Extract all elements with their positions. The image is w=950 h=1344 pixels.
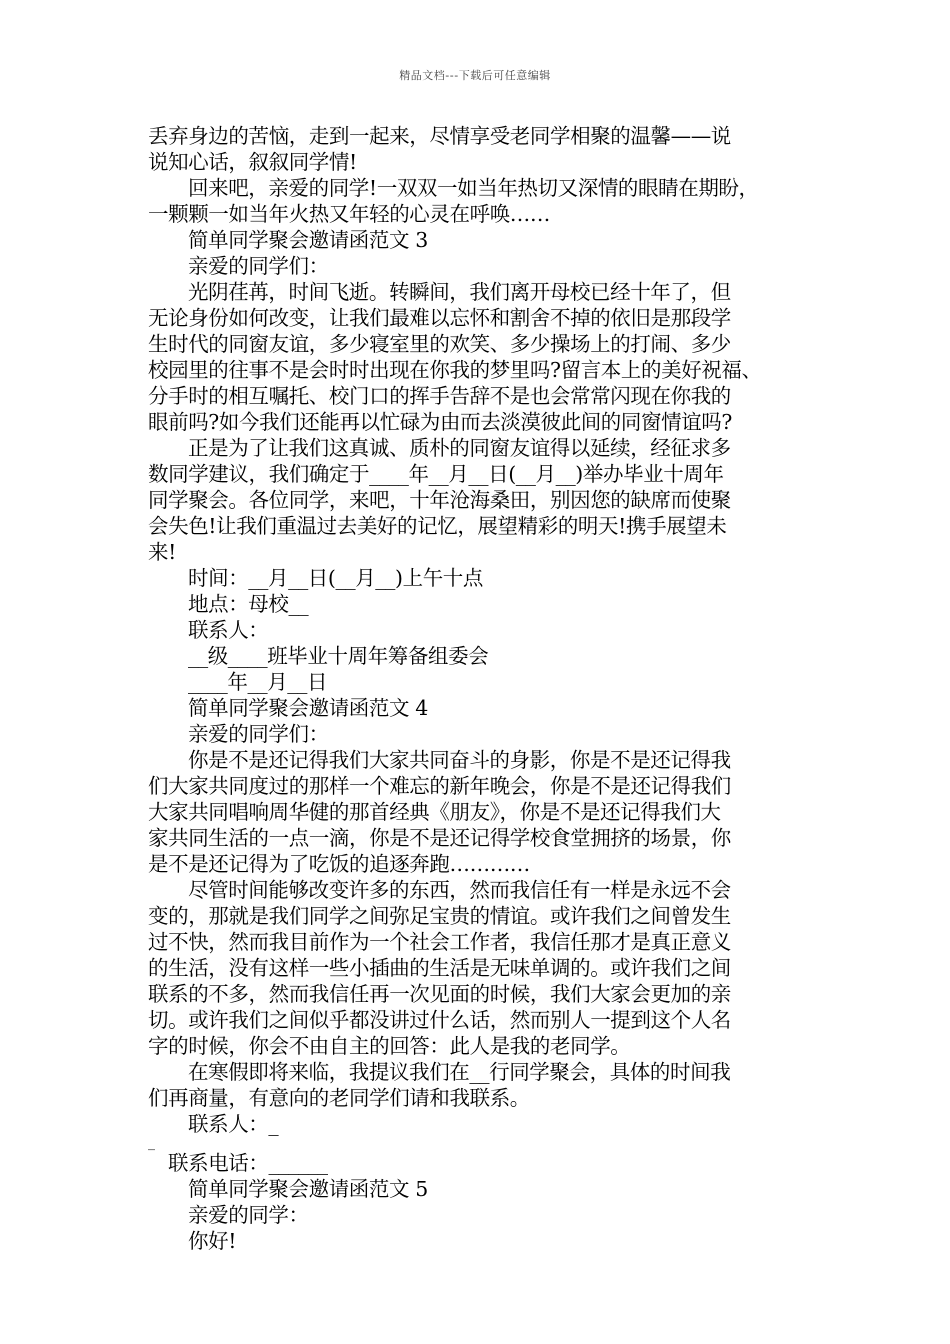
section-heading: 简单同学聚会邀请函范文 3 <box>188 228 428 252</box>
salutation: 亲爱的同学们： <box>188 254 329 278</box>
text-line: 大家共同唱响周华健的那首经典《朋友》，你是不是还记得我们大 <box>148 800 721 824</box>
text-line: 变的，那就是我们同学之间弥足宝贵的情谊。或许我们之间曾发生 <box>148 904 731 928</box>
text-line: 过不快，然而我目前作为一个社会工作者，我信任那才是真正意义 <box>148 930 731 954</box>
contact-person: 联系人：_ <box>188 1112 279 1136</box>
text-line: 眼前吗?如今我们还能再以忙碌为由而去淡漠彼此间的同窗情谊吗? <box>148 410 732 434</box>
text-line: 同学聚会。各位同学，来吧，十年沧海桑田，别因您的缺席而使聚 <box>148 488 731 512</box>
text-line: 生时代的同窗友谊，多少寝室里的欢笑、多少操场上的打闹、多少 <box>148 332 731 356</box>
text-line: 光阴荏苒，时间飞逝。转瞬间，我们离开母校已经十年了，但 <box>188 280 731 304</box>
text-line: 家共同生活的一点一滴，你是不是还记得学校食堂拥挤的场景，你 <box>148 826 731 850</box>
date-line: ____年__月__日 <box>188 670 328 694</box>
text-line: 是不是还记得为了吃饭的追逐奔跑………… <box>148 852 530 876</box>
text-line: 们大家共同度过的那样一个难忘的新年晚会，你是不是还记得我们 <box>148 774 731 798</box>
event-time: 时间：__月__日(__月__)上午十点 <box>188 566 483 590</box>
text-line: 的生活，没有这样一些小插曲的生活是无味单调的。或许我们之间 <box>148 956 731 980</box>
text-line: 联系的不多，然而我信任再一次见面的时候，我们大家会更加的亲 <box>148 982 731 1006</box>
text-line: 一颗颗一如当年火热又年轻的心灵在呼唤…… <box>148 202 550 226</box>
document-body <box>148 123 808 1254</box>
text-line: 会失色!让我们重温过去美好的记忆，展望精彩的明天!携手展望未 <box>148 514 727 538</box>
contact-phone: 联系电话：______ <box>168 1151 328 1175</box>
text-line: _ <box>148 1135 155 1151</box>
salutation: 亲爱的同学们： <box>188 722 329 746</box>
text-line: 在寒假即将来临，我提议我们在__行同学聚会，具体的时间我 <box>188 1060 731 1084</box>
text-line: 字的时候，你会不由自主的回答：此人是我的老同学。 <box>148 1034 631 1058</box>
organizer: __级____班毕业十周年筹备组委会 <box>188 644 489 668</box>
section-heading: 简单同学聚会邀请函范文 4 <box>188 696 428 720</box>
text-line: 们再商量，有意向的老同学们请和我联系。 <box>148 1086 530 1110</box>
event-location: 地点：母校__ <box>188 592 309 616</box>
text-line: 无论身份如何改变，让我们最难以忘怀和割舍不掉的依旧是那段学 <box>148 306 731 330</box>
contact-person: 联系人： <box>188 618 269 642</box>
page-header: 精品文档---下载后可任意编辑 <box>399 69 551 82</box>
text-line: 尽管时间能够改变许多的东西，然而我信任有一样是永远不会 <box>188 878 731 902</box>
text-line: 分手时的相互嘱托、校门口的挥手告辞不是也会常常闪现在你我的 <box>148 384 731 408</box>
text-line: 数同学建议，我们确定于____年__月__日(__月__)举办毕业十周年 <box>148 462 724 486</box>
text-line: 来! <box>148 540 176 564</box>
section-heading: 简单同学聚会邀请函范文 5 <box>188 1177 428 1201</box>
text-line: 你是不是还记得我们大家共同奋斗的身影，你是不是还记得我 <box>188 748 731 772</box>
greeting: 你好! <box>188 1229 237 1253</box>
text-line: 丢弃身边的苦恼，走到一起来，尽情享受老同学相聚的温馨——说 <box>148 124 731 148</box>
salutation: 亲爱的同学： <box>188 1203 309 1227</box>
text-line: 回来吧，亲爱的同学!一双双一如当年热切又深情的眼睛在期盼， <box>188 176 759 200</box>
text-line: 说知心话，叙叙同学情! <box>148 150 357 174</box>
text-line: 校园里的往事不是会时时出现在你我的梦里吗?留言本上的美好祝福、 <box>148 358 762 382</box>
text-line: 切。或许我们之间似乎都没讲过什么话，然而别人一提到这个人名 <box>148 1008 731 1032</box>
text-line: 正是为了让我们这真诚、质朴的同窗友谊得以延续，经征求多 <box>188 436 731 460</box>
